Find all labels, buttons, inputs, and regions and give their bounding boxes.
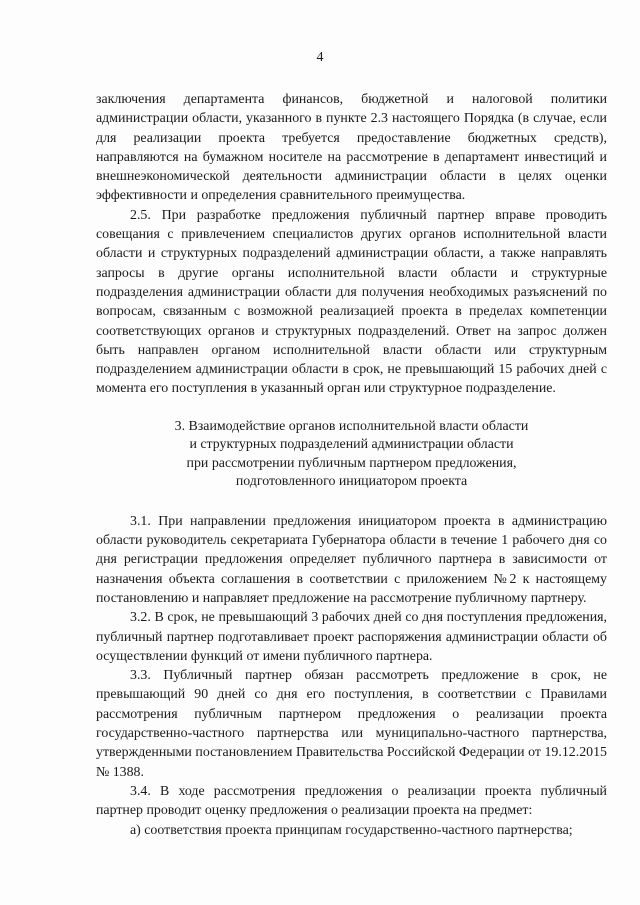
paragraph-3-4-a: а) соответствия проекта принципам государственно-частного партнерства;: [130, 822, 573, 838]
section-heading-line: при рассмотрении публичным партнером предложения,: [186, 455, 517, 471]
document-body: [96, 90, 607, 840]
paragraph-3-4: 3.4. В ходе рассмотрения предложения о реализации проекта публичный партнер проводит оценку предложения о реализации проекта на предмет:: [96, 783, 607, 819]
section-3-heading: [96, 418, 607, 492]
section-heading-line: 3. Взаимодействие органов исполнительной власти области: [174, 418, 529, 434]
paragraph-3-3: 3.3. Публичный партнер обязан рассмотреть предложение в срок, не превышающий 90 дней со дня его поступления, в соответствии с Правилами рассмотрения публичным партнером предложения о реализации проекта государственно-частного партнерства или муниципально-частного партнерства, утвержденными постановлением Правительства Российской Федерации от 19.12.2015 № 1388.: [96, 668, 607, 780]
paragraph-2-5: 2.5. При разработке предложения публичный партнер вправе проводить совещания с привлечением специалистов других органов исполнительной власти области и структурных подразделений администрации области, а также направлять запросы в другие органы исполнительной власти области и структурные подразделения администрации области для получения необходимых разъяснений по вопросам, связанным с возможной реализацией проекта в пределах компетенции соответствующих органов и структурных подразделений. Ответ на запрос должен быть направлен органом исполнительной власти области или структурным подразделением администрации области в срок, не превышающий 15 рабочих дней с момента его поступления в указанный орган или структурное подразделение.: [96, 207, 607, 397]
page-number: 4: [316, 50, 324, 65]
section-heading-line: подготовленного инициатором проекта: [235, 474, 468, 490]
paragraph-3-2: 3.2. В срок, не превышающий 3 рабочих дней со дня поступления предложения, публичный партнер подготавливает проект распоряжения администрации области об осуществлении функций от имени публичного партнера.: [96, 610, 607, 664]
section-heading-line: и структурных подразделений администрации области: [189, 437, 514, 453]
paragraph-continuation: заключения департамента финансов, бюджетной и налоговой политики администрации области, указанного в пункте 2.3 настоящего Порядка (в случае, если для реализации проекта требуется предоставление бюджетных средств), направляются на бумажном носителе на рассмотрение в департамент инвестиций и внешнеэкономической деятельности администрации области в целях оценки эффективности и определения сравнительного преимущества.: [96, 92, 607, 204]
paragraph-3-1: 3.1. При направлении предложения инициатором проекта в администрацию области руководитель секретариата Губернатора области в течение 1 рабочего дня со дня регистрации предложения определяет публичного партнера в зависимости от назначения объекта соглашения в соответствии с приложением №2 к настоящему постановлению и направляет предложение на рассмотрение публичному партнеру.: [96, 513, 607, 606]
